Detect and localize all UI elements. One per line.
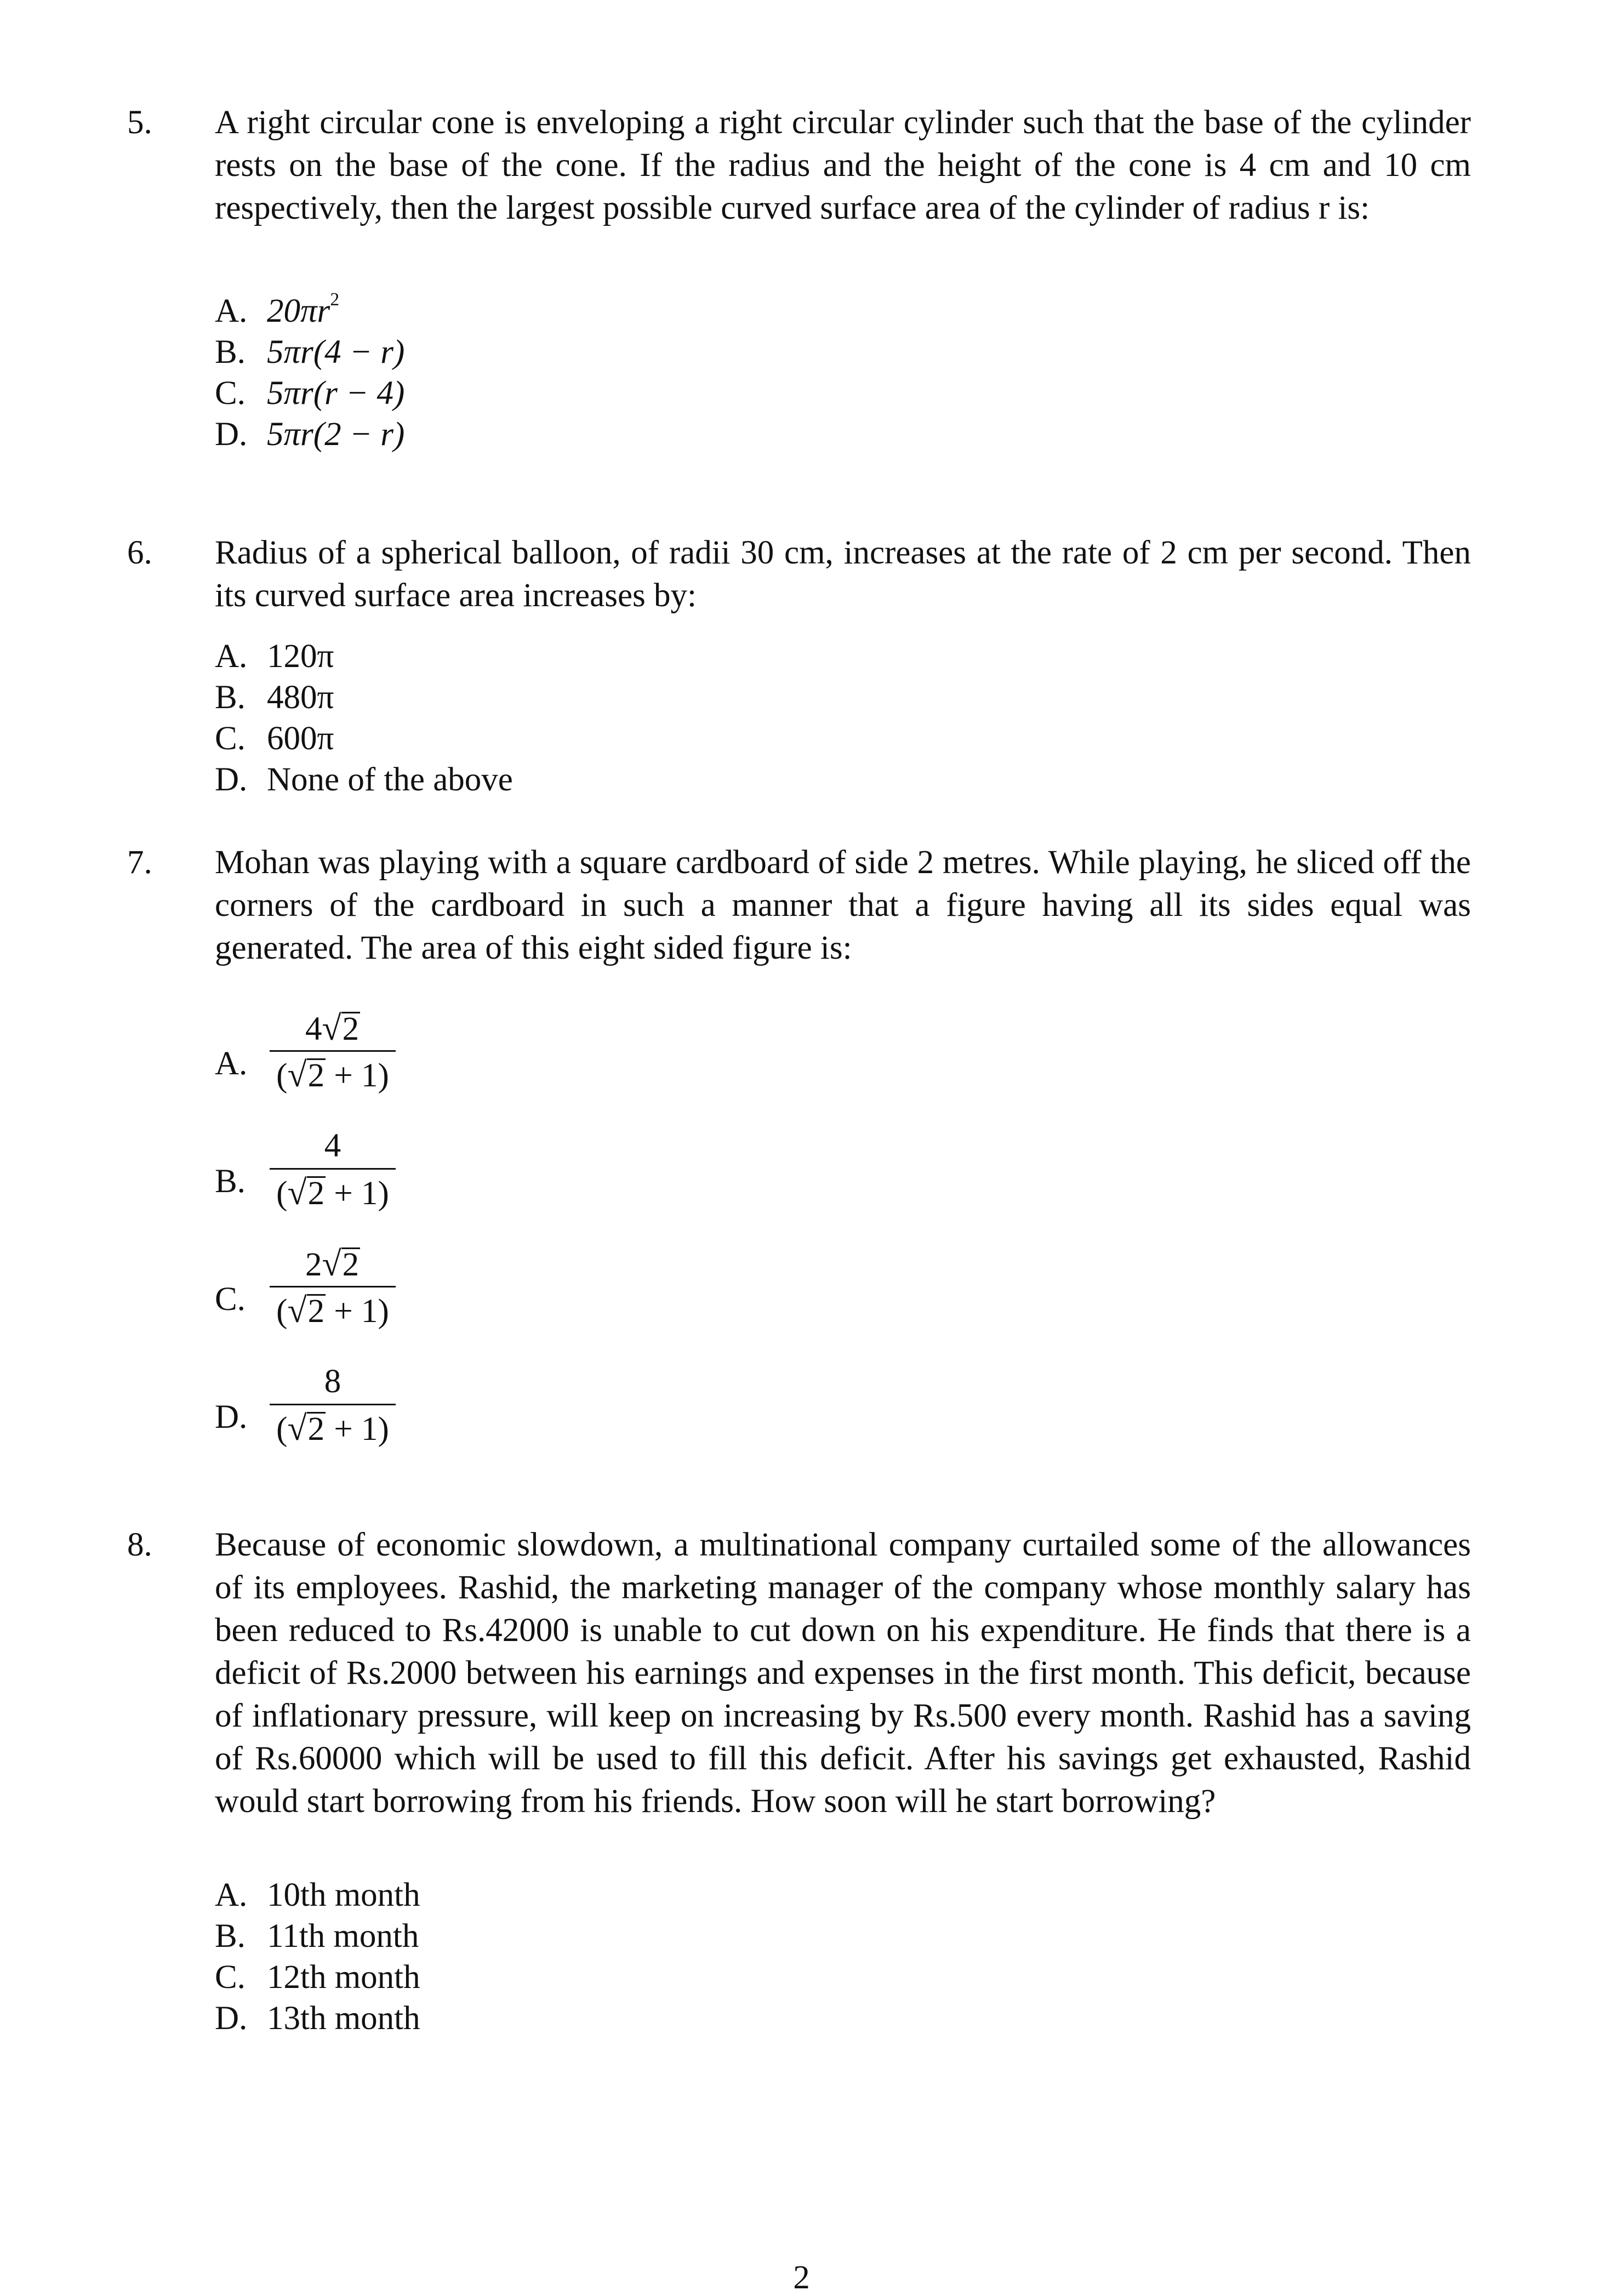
denominator: [270, 1173, 396, 1212]
sqrt-symbol: √2: [287, 1409, 325, 1448]
radicand: 2: [307, 1175, 325, 1212]
option-label: A.: [215, 293, 248, 329]
numerator-coefficient: 2: [305, 1246, 322, 1283]
option-c: [215, 373, 404, 414]
option-text: 11th month: [267, 1918, 419, 1955]
option-b: [215, 677, 334, 718]
fraction: [270, 1126, 396, 1212]
denominator-rest: + 1): [326, 1057, 389, 1094]
option-a: [215, 1009, 489, 1113]
denominator: [270, 1055, 396, 1095]
numerator-coefficient: 8: [324, 1363, 341, 1400]
radicand: 2: [342, 1011, 360, 1047]
question-text: Radius of a spherical balloon, of radii 30 cm, increases at the rate of 2 cm per second. Then its curved surface area increases by:: [215, 534, 1471, 614]
sqrt-symbol: √2: [322, 1009, 360, 1047]
fraction: [270, 1362, 396, 1448]
option-label: B.: [215, 1918, 246, 1955]
option-label: B.: [215, 679, 246, 716]
numerator: [270, 1362, 396, 1401]
question-text: Because of economic slowdown, a multinational company curtailed some of the allowances of its employees. Rashid, the marketing manager of the company whose monthly salary has been reduced to Rs.42000 is unable to cut down on his expenditure. He finds that there is a deficit of Rs.2000 between his earnings and expenses in the first month. This deficit, because of inflationary pressure, will keep on increasing by Rs.500 every month. Rashid has a saving of Rs.60000 which will be used to fill this deficit. After his savings get exhausted, Rashid would start borrowing from his friends. How soon will he start borrowing?: [215, 1526, 1471, 1820]
option-text: 12th month: [267, 1959, 420, 1996]
page-number: 2: [793, 2259, 810, 2296]
question-number: 6.: [127, 534, 152, 571]
numerator: [270, 1126, 396, 1166]
numerator-coefficient: 4: [324, 1127, 341, 1164]
option-text: 480π: [267, 679, 334, 716]
paren: (: [276, 1057, 288, 1094]
denominator: [270, 1409, 396, 1448]
radicand: 2: [307, 1293, 325, 1330]
option-d: [215, 759, 513, 800]
option-label: B.: [215, 1163, 246, 1200]
option-label: A.: [215, 638, 248, 675]
option-expression: 5πr(r − 4): [267, 375, 405, 412]
fraction-bar: [270, 1404, 396, 1405]
fraction-bar: [270, 1286, 396, 1287]
option-a: [215, 290, 339, 332]
denominator-rest: + 1): [326, 1175, 389, 1212]
radicand: 2: [342, 1246, 360, 1283]
option-label: C.: [215, 1959, 246, 1996]
option-expression: 20πr: [267, 293, 330, 329]
option-c: [215, 1244, 489, 1348]
option-label: D.: [215, 416, 248, 453]
option-d: [215, 1362, 489, 1466]
option-label: A.: [215, 1877, 248, 1913]
option-label: D.: [215, 1399, 248, 1435]
option-c: [215, 718, 334, 759]
paren: (: [276, 1293, 288, 1330]
option-text: 10th month: [267, 1877, 420, 1913]
denominator-rest: + 1): [326, 1411, 389, 1448]
fraction-bar: [270, 1050, 396, 1052]
numerator-coefficient: 4: [305, 1011, 322, 1047]
option-label: B.: [215, 334, 246, 371]
option-c: [215, 1957, 420, 1998]
denominator: [270, 1291, 396, 1330]
option-a: [215, 636, 334, 677]
option-text: 13th month: [267, 2000, 420, 2037]
option-label: D.: [215, 761, 248, 798]
option-text: None of the above: [267, 761, 513, 798]
option-text: 600π: [267, 720, 334, 757]
option-expression: 5πr(2 − r): [267, 416, 405, 453]
numerator: [270, 1244, 396, 1284]
radicand: 2: [307, 1411, 325, 1448]
option-b: [215, 1126, 489, 1230]
sqrt-symbol: √2: [287, 1291, 325, 1330]
option-label: C.: [215, 720, 246, 757]
option-d: [215, 414, 404, 455]
option-label: C.: [215, 375, 246, 412]
numerator: [270, 1009, 396, 1048]
option-expression: 5πr(4 − r): [267, 334, 405, 371]
question-number: 5.: [127, 104, 152, 141]
option-text: 120π: [267, 638, 334, 675]
radicand: 2: [307, 1057, 325, 1094]
fraction: [270, 1244, 396, 1330]
option-d: [215, 1998, 420, 2039]
paren: (: [276, 1175, 288, 1212]
option-a: [215, 1875, 420, 1916]
sqrt-symbol: √2: [287, 1173, 325, 1212]
option-label: D.: [215, 2000, 248, 2037]
sqrt-symbol: √2: [322, 1244, 360, 1283]
sqrt-symbol: √2: [287, 1055, 325, 1094]
question-number: 8.: [127, 1526, 152, 1563]
option-label: A.: [215, 1045, 248, 1082]
option-b: [215, 1916, 419, 1957]
question-text: A right circular cone is enveloping a right circular cylinder such that the base of the cylinder rests on the base of the cone. If the radius and the height of the cone is 4 cm and 10 cm respectively, then the largest possible curved surface area of the cylinder of radius r is:: [215, 104, 1471, 226]
fraction-bar: [270, 1168, 396, 1170]
question-text: Mohan was playing with a square cardboard of side 2 metres. While playing, he sliced off the corners of the cardboard in such a manner that a figure having all its sides equal was generated. The area of this eight sided figure is:: [215, 844, 1471, 966]
option-exponent: 2: [330, 289, 340, 310]
fraction: [270, 1009, 396, 1095]
option-b: [215, 332, 404, 373]
option-label: C.: [215, 1281, 246, 1318]
denominator-rest: + 1): [326, 1293, 389, 1330]
question-number: 7.: [127, 844, 152, 881]
paren: (: [276, 1411, 288, 1448]
